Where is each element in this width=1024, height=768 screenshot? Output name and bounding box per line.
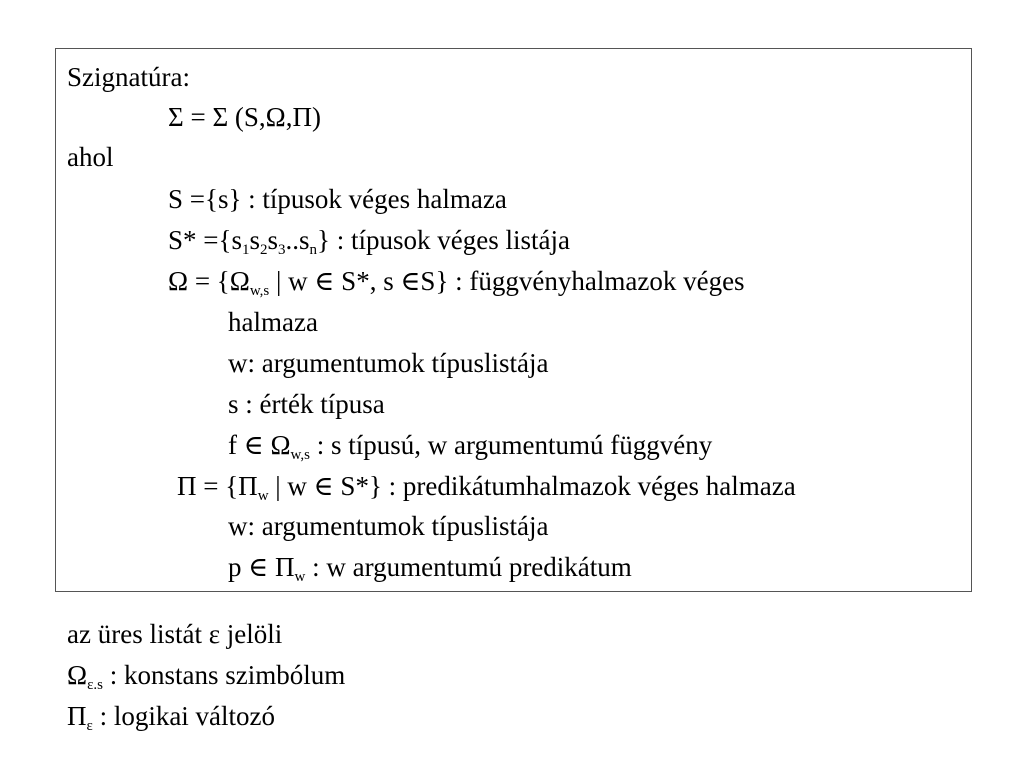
omega-definition-continued: halmaza (228, 307, 318, 337)
sstar-sub-1: 1 (241, 242, 250, 258)
empty-list-note: az üres listát ε jelöli (67, 619, 283, 649)
pi-def-sub: w (257, 488, 269, 504)
pi-def-prefix: Π = {Π (177, 471, 258, 501)
sstar-suffix: } : típusok véges listája (317, 225, 570, 255)
f-def-prefix: f ∈ Ω (228, 430, 291, 460)
omega-def-prefix: Ω = {Ω (168, 266, 250, 296)
omega-const-prefix: Ω (67, 660, 88, 690)
where-label: ahol (67, 142, 114, 172)
p-def-suffix: : w argumentumú predikátum (305, 552, 632, 582)
f-def-suffix: : s típusú, w argumentumú függvény (310, 430, 713, 460)
omega-const-suffix: : konstans szimbólum (102, 660, 346, 690)
sstar-mid-1: s (249, 225, 260, 255)
omega-s-explanation: s : érték típusa (228, 389, 385, 419)
f-definition (228, 430, 713, 463)
pi-logic-suffix: : logikai változó (92, 701, 276, 731)
sstar-prefix: S* ={s (168, 225, 242, 255)
signature-heading: Szignatúra: (67, 62, 190, 92)
pi-w-explanation: w: argumentumok típuslistája (228, 511, 549, 541)
p-def-prefix: p ∈ Π (228, 552, 295, 582)
omega-w-explanation: w: argumentumok típuslistája (228, 348, 549, 378)
omega-const-sub: ε.s (87, 677, 103, 693)
f-def-sub: w,s (290, 447, 310, 463)
sstar-mid-3: ..s (285, 225, 310, 255)
sstar-sub-3: 3 (278, 242, 286, 258)
pi-logic-sub: ε (86, 718, 93, 734)
omega-definition (168, 266, 745, 299)
pi-definition (177, 471, 796, 504)
sstar-definition (168, 225, 570, 258)
s-definition: S ={s} : típusok véges halmaza (168, 184, 507, 214)
sstar-sub-n: n (309, 242, 318, 258)
sigma-definition: Σ = Σ (S,Ω,Π) (168, 102, 321, 132)
omega-def-suffix: | w ∈ S*, s ∈S} : függvényhalmazok véges (269, 266, 745, 296)
p-def-sub: w (294, 569, 306, 585)
pi-logic-prefix: Π (67, 701, 87, 731)
pi-def-suffix: | w ∈ S*} : predikátumhalmazok véges halmaza (268, 471, 796, 501)
sstar-mid-2: s (267, 225, 278, 255)
constant-symbol-note (67, 660, 346, 693)
omega-def-sub: w,s (249, 283, 270, 299)
sstar-sub-2: 2 (259, 242, 268, 258)
logical-variable-note (67, 701, 276, 734)
p-definition (228, 552, 632, 585)
